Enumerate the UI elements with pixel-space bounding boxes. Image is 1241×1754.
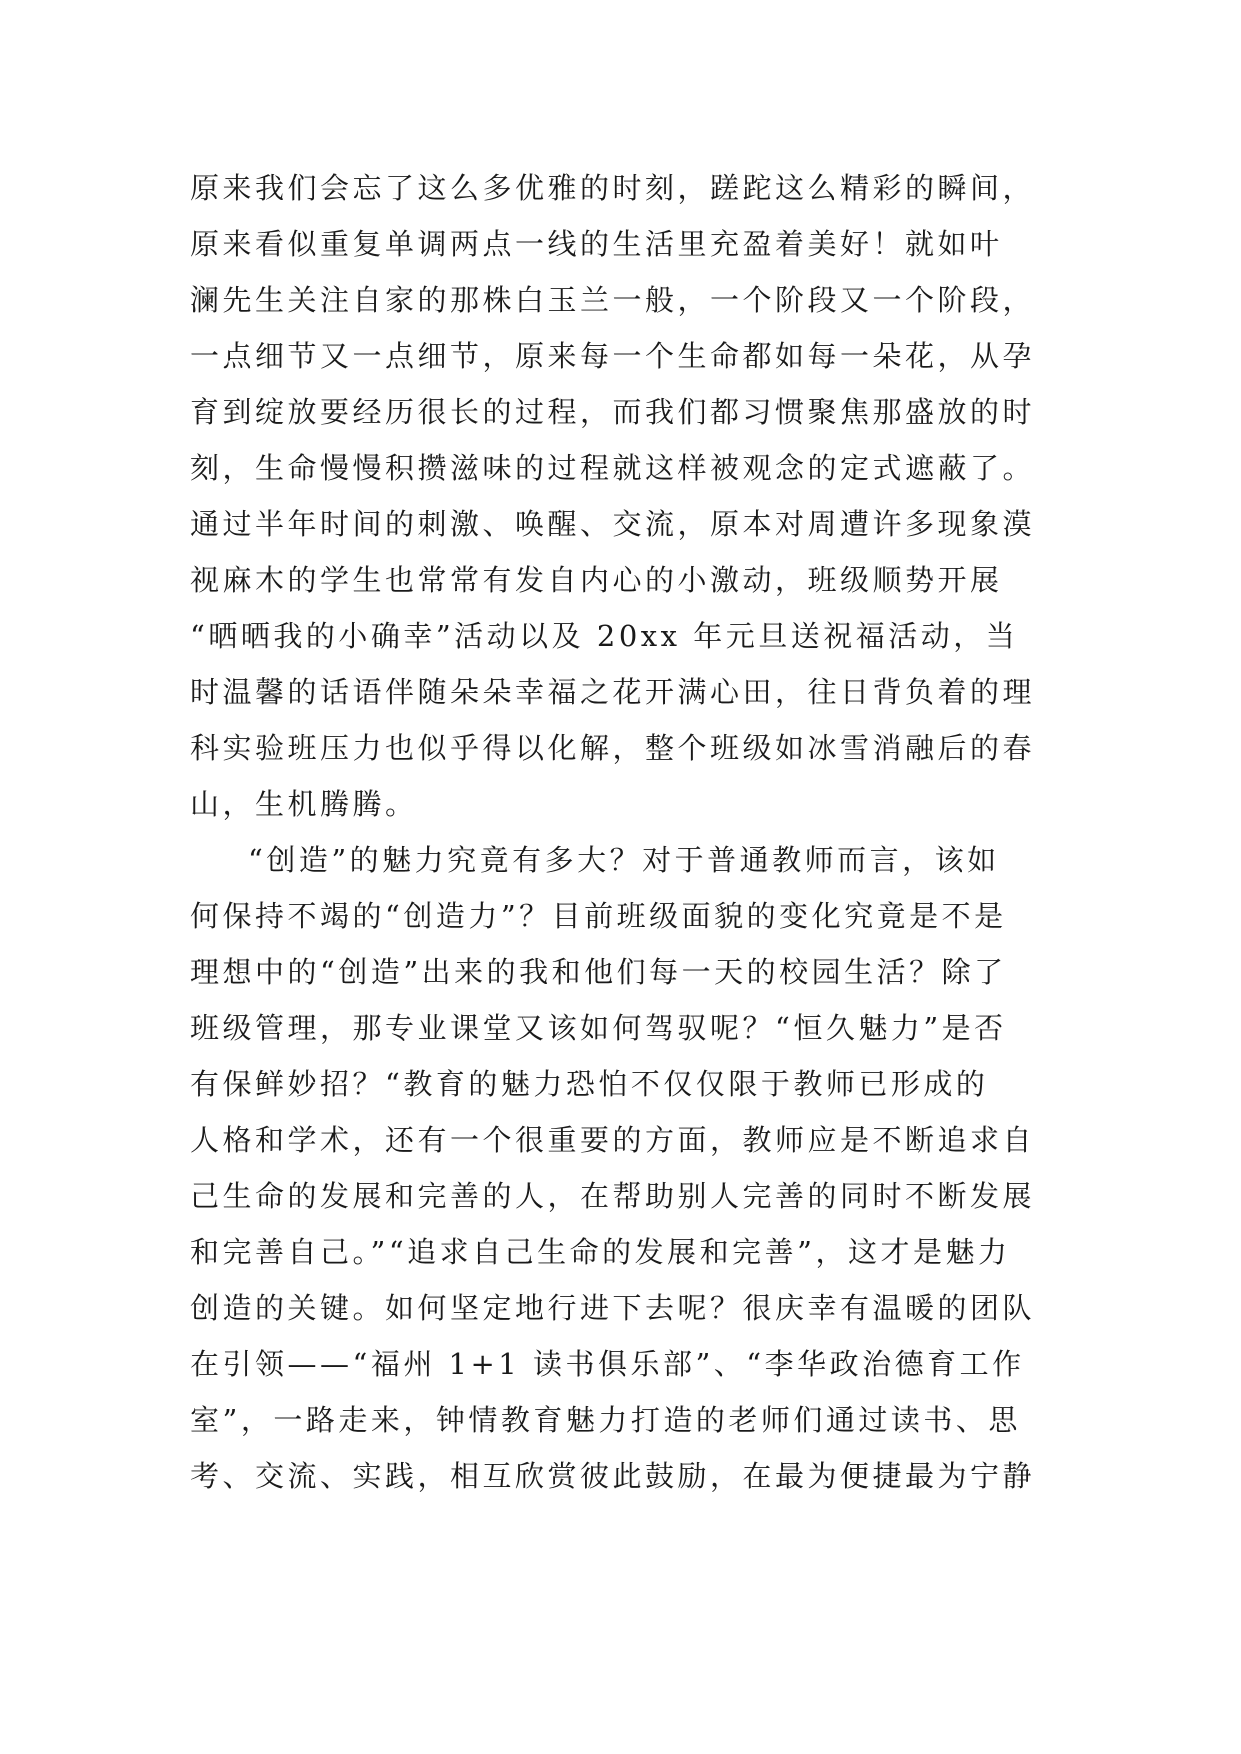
text-line: 原来看似重复单调两点一线的生活里充盈着美好！就如叶 xyxy=(190,227,1003,261)
text-line: 山，生机腾腾。 xyxy=(190,787,418,821)
text-line: 一点细节又一点细节，原来每一个生命都如每一朵花，从孕 xyxy=(190,339,1036,373)
text-line: 时温馨的话语伴随朵朵幸福之花开满心田，往日背负着的理 xyxy=(190,675,1036,709)
text-line: 和完善自己。”“追求自己生命的发展和完善”，这才是魅力 xyxy=(190,1235,1011,1269)
text-line: 班级管理，那专业课堂又该如何驾驭呢？“恒久魅力”是否 xyxy=(190,1011,1007,1045)
text-line: 视麻木的学生也常常有发自内心的小激动，班级顺势开展 xyxy=(190,563,1003,597)
text-line: 己生命的发展和完善的人，在帮助别人完善的同时不断发展 xyxy=(190,1179,1036,1213)
text-line: 育到绽放要经历很长的过程，而我们都习惯聚焦那盛放的时 xyxy=(190,395,1036,429)
paragraph-start-line: “创造”的魅力究竟有多大？对于普通教师而言，该如 xyxy=(248,843,1000,877)
text-line: “晒晒我的小确幸”活动以及 20xx 年元旦送祝福活动，当 xyxy=(190,619,1019,653)
text-line: 考、交流、实践，相互欣赏彼此鼓励，在最为便捷最为宁静 xyxy=(190,1459,1036,1493)
text-line: 室”，一路走来，钟情教育魅力打造的老师们通过读书、思 xyxy=(190,1403,1021,1437)
text-line: 何保持不竭的“创造力”？目前班级面貌的变化究竟是不是 xyxy=(190,899,1007,933)
text-line: 理想中的“创造”出来的我和他们每一天的校园生活？除了 xyxy=(190,955,1007,989)
text-line: 创造的关键。如何坚定地行进下去呢？很庆幸有温暖的团队 xyxy=(190,1291,1036,1325)
text-line: 科实验班压力也似乎得以化解，整个班级如冰雪消融后的春 xyxy=(190,731,1036,765)
text-line: 通过半年时间的刺激、唤醒、交流，原本对周遭许多现象漠 xyxy=(190,507,1036,541)
text-line: 有保鲜妙招？“教育的魅力恐怕不仅仅限于教师已形成的 xyxy=(190,1067,989,1101)
text-line: 澜先生关注自家的那株白玉兰一般，一个阶段又一个阶段， xyxy=(190,283,1036,317)
text-line: 原来我们会忘了这么多优雅的时刻，蹉跎这么精彩的瞬间， xyxy=(190,171,1036,205)
text-line: 在引领——“福州 1+1 读书俱乐部”、“李华政治德育工作 xyxy=(190,1347,1025,1381)
text-line: 人格和学术，还有一个很重要的方面，教师应是不断追求自 xyxy=(190,1123,1036,1157)
body-text xyxy=(190,160,1070,1504)
text-line: 刻，生命慢慢积攒滋味的过程就这样被观念的定式遮蔽了。 xyxy=(190,451,1036,485)
